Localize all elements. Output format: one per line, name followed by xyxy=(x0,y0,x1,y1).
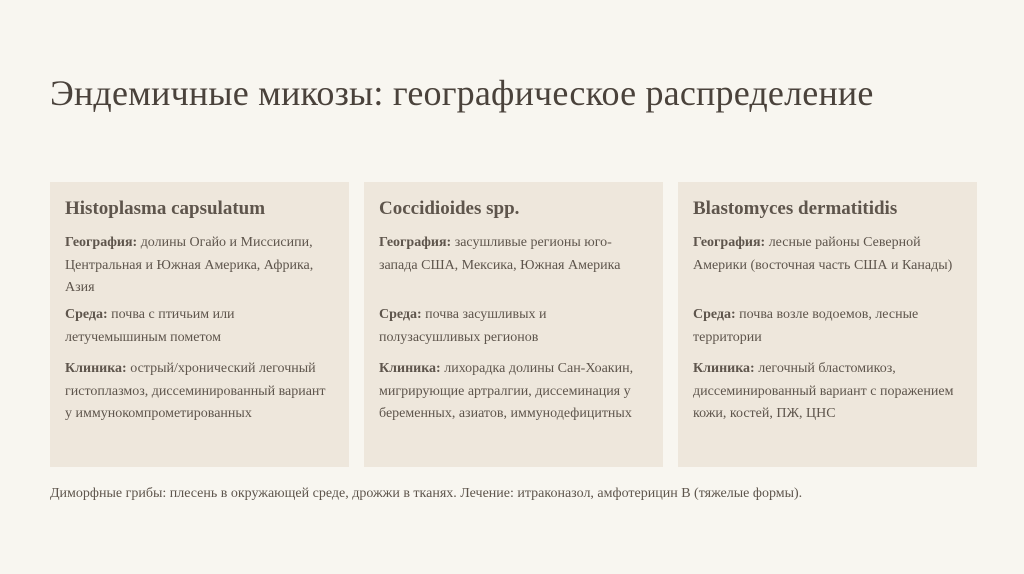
clinic-section xyxy=(65,358,334,426)
card-blastomyces xyxy=(678,182,977,467)
geography-label: География: xyxy=(65,235,138,250)
clinic-section xyxy=(379,358,648,426)
clinic-label: Клиника: xyxy=(379,361,441,376)
geography-text: лесные районы Северной Америки (восточная часть США и Канады) xyxy=(693,235,953,273)
geography-text: долины Огайо и Миссисипи, Центральная и Южная Америка, Африка, Азия xyxy=(65,235,314,295)
geography-label: География: xyxy=(379,235,452,250)
slide-title: Эндемичные микозы: географическое распределение xyxy=(50,73,874,113)
card-title: Coccidioides spp. xyxy=(379,198,520,219)
geography-text: засушливые регионы юго-запада США, Мексика, Южная Америка xyxy=(379,235,621,273)
clinic-text: острый/хронический легочный гистоплазмоз, диссеминированный вариант у иммунокомпрометированных xyxy=(65,361,326,421)
environment-section xyxy=(693,304,962,358)
geography-section xyxy=(693,232,962,304)
pathogen-cards xyxy=(50,182,977,467)
environment-section xyxy=(379,304,648,358)
clinic-text: лихорадка долины Сан-Хоакин, мигрирующие артралгии, диссеминация у беременных, азиатов, иммунодефицитных xyxy=(379,361,634,421)
environment-text: почва засушливых и полузасушливых регионов xyxy=(379,307,547,345)
environment-text: почва с птичьим или летучемышиным пометом xyxy=(65,307,235,345)
footer-note: Диморфные грибы: плесень в окружающей среде, дрожжи в тканях. Лечение: итраконазол, амфотерицин B (тяжелые формы). xyxy=(50,486,803,501)
card-coccidioides xyxy=(364,182,663,467)
environment-label: Среда: xyxy=(379,307,422,322)
geography-section xyxy=(65,232,334,304)
environment-label: Среда: xyxy=(65,307,108,322)
environment-text: почва возле водоемов, лесные территории xyxy=(693,307,919,345)
card-histoplasma xyxy=(50,182,349,467)
clinic-label: Клиника: xyxy=(693,361,755,376)
clinic-text: легочный бластомикоз, диссеминированный вариант с поражением кожи, костей, ПЖ, ЦНС xyxy=(693,361,954,421)
clinic-section xyxy=(693,358,962,426)
card-title: Histoplasma capsulatum xyxy=(65,198,266,219)
clinic-label: Клиника: xyxy=(65,361,127,376)
environment-section xyxy=(65,304,334,358)
geography-label: География: xyxy=(693,235,766,250)
environment-label: Среда: xyxy=(693,307,736,322)
card-title: Blastomyces dermatitidis xyxy=(693,198,898,219)
geography-section xyxy=(379,232,648,304)
